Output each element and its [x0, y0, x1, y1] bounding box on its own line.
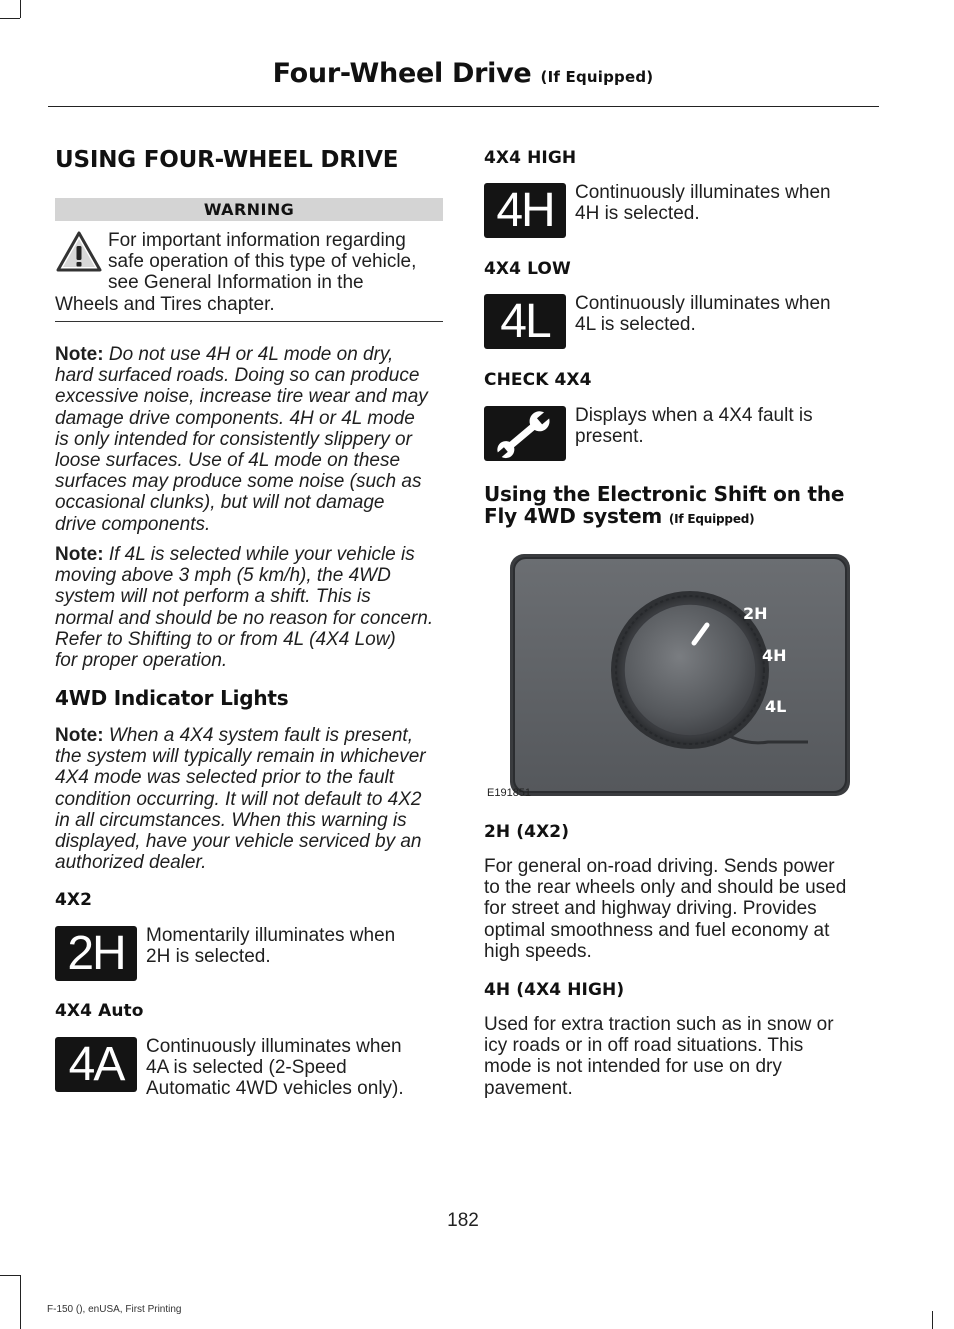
crop-mark [20, 1275, 21, 1329]
figure-id: E191851 [487, 787, 532, 799]
crop-mark [932, 1311, 933, 1329]
page-number: 182 [447, 1210, 479, 1231]
header-subtitle: (If Equipped) [540, 68, 654, 86]
text-4h-mode: Used for extra traction such as in snow or icy roads or in off road situations. This mode is not intended for use on dry pavement. [484, 1014, 834, 1099]
warning-text-last: Wheels and Tires chapter. [55, 294, 275, 315]
page-header [0, 58, 926, 89]
section-title: USING FOUR-WHEEL DRIVE [55, 147, 399, 173]
heading-4x4-low: 4X4 LOW [484, 259, 571, 279]
warning-rule [55, 321, 443, 322]
heading-4x4-high: 4X4 HIGH [484, 148, 577, 168]
crop-mark [0, 1275, 20, 1276]
indicator-2h-icon: 2H [55, 926, 137, 981]
note-dry-roads: Note: Do not use 4H or 4L mode on dry, hard surfaced roads. Doing so can produce excessive noise, increase tire wear and may damage drive components. 4H or 4L mode is only intended for consistently slippery or loose surfaces. Use of 4L mode on these surfaces may produce some noise (such as occasional clunks), but will not damage drive components. [55, 344, 428, 535]
crop-mark [0, 18, 20, 19]
warning-triangle-icon [55, 230, 103, 274]
selector-label-2h: 2H [743, 604, 768, 623]
text-2h-mode: For general on-road driving. Sends power to the rear wheels only and should be used for street and highway driving. Provides optimal smoothness and fuel economy at high speeds. [484, 856, 847, 962]
selector-label-4l: 4L [765, 697, 787, 716]
heading-check-4x4: CHECK 4X4 [484, 370, 592, 390]
note-4l-speed: Note: If 4L is selected while your vehicle is moving above 3 mph (5 km/h), the 4WD system will not perform a shift. This is normal and should be no reason for concern. Refer to Shifting to or from 4L (4X4 Low) for proper operation. [55, 544, 434, 672]
heading-4h-mode: 4H (4X4 HIGH) [484, 980, 625, 1000]
header-title: Four-Wheel Drive [272, 58, 532, 89]
footer-text: F-150 (), enUSA, First Printing [47, 1304, 182, 1315]
header-rule [48, 106, 879, 107]
crop-mark [20, 0, 21, 18]
indicator-4a-text: Continuously illuminates when 4A is selected (2-Speed Automatic 4WD vehicles only). [146, 1036, 404, 1100]
heading-2h-mode: 2H (4X2) [484, 822, 570, 842]
warning-text: For important information regarding safe operation of this type of vehicle, see General Information in the [108, 230, 417, 294]
warning-bar: WARNING [55, 198, 443, 221]
indicator-2h-text: Momentarily illuminates when 2H is selected. [146, 925, 396, 968]
indicator-4h-text: Continuously illuminates when 4H is selected. [575, 182, 831, 225]
indicator-4l-text: Continuously illuminates when 4L is selected. [575, 293, 831, 336]
check-4x4-text: Displays when a 4X4 fault is present. [575, 405, 813, 448]
wrench-icon [484, 406, 566, 461]
4wd-selector-figure [508, 552, 852, 800]
indicator-4l-icon: 4L [484, 294, 566, 349]
indicator-heading: 4WD Indicator Lights [55, 686, 289, 710]
indicator-4a-icon: 4A [55, 1037, 137, 1092]
selector-label-4h: 4H [762, 646, 787, 665]
note-fault: Note: When a 4X4 system fault is present, the system will typically remain in whichever 4X4 mode was selected prior to the fault condition occurring. It will not default to 4X2 in all circumstances. When this warning is displayed, have your vehicle serviced by an authorized dealer. [55, 725, 426, 874]
electronic-shift-title: Using the Electronic Shift on the Fly 4WD system (If Equipped) [484, 482, 845, 528]
indicator-4h-icon: 4H [484, 183, 566, 238]
heading-4x4-auto: 4X4 Auto [55, 1001, 144, 1021]
heading-4x2: 4X2 [55, 890, 93, 910]
